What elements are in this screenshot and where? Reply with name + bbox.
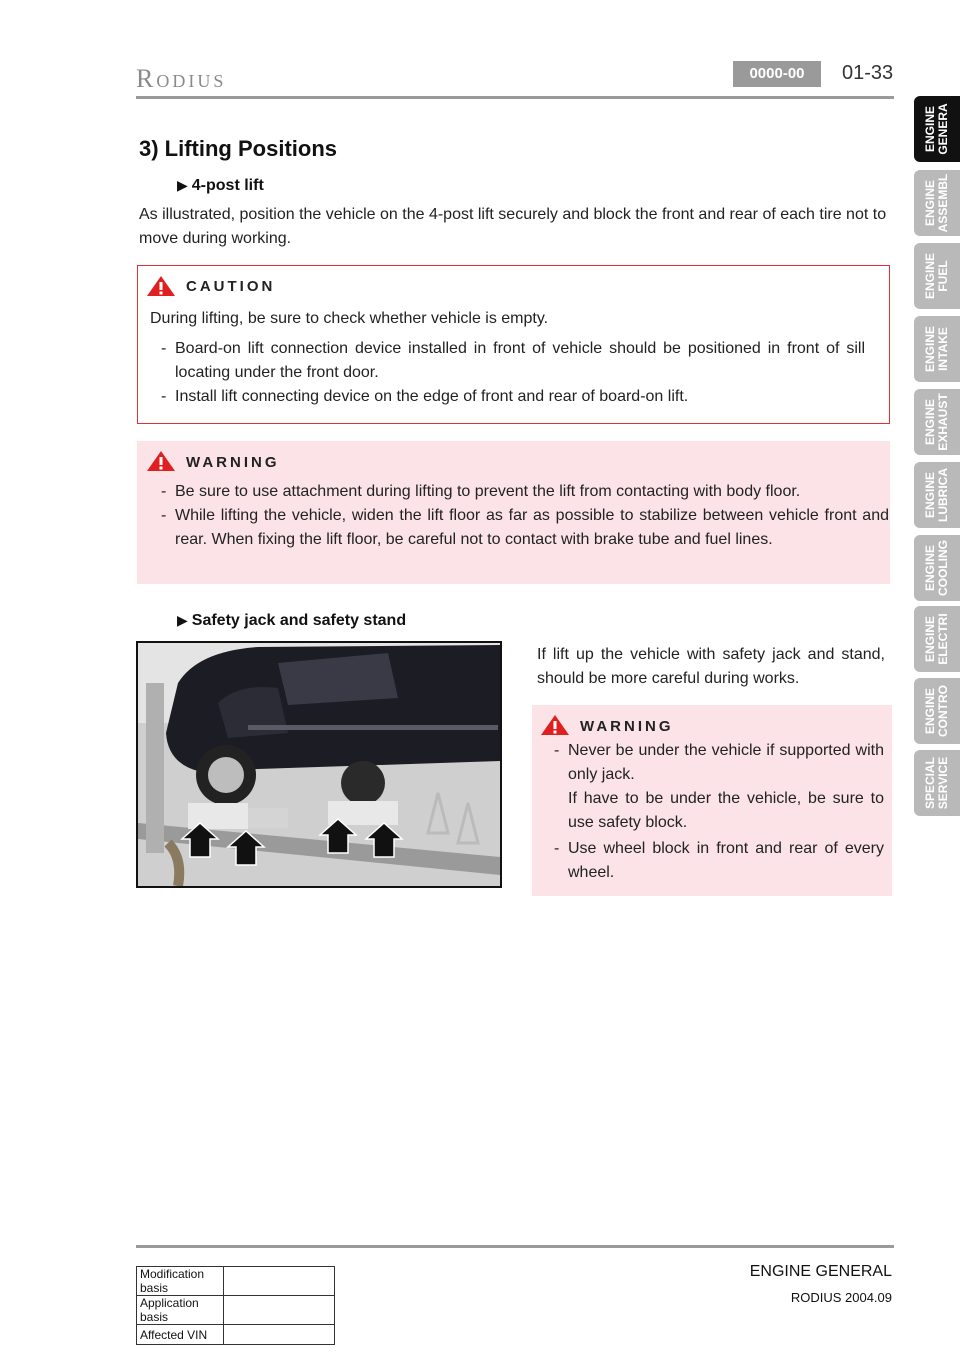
brand-logo: Rodius: [136, 64, 227, 93]
table-cell-value: [224, 1267, 335, 1296]
tab-engine-general[interactable]: ENGINE GENERA: [914, 96, 960, 162]
table-cell-value: [224, 1296, 335, 1325]
caution-intro: During lifting, be sure to check whether vehicle is empty.: [150, 310, 549, 327]
tab-special-service[interactable]: SPECIAL SERVICE: [914, 750, 960, 816]
tab-engine-assembly[interactable]: ENGINE ASSEMBL: [914, 170, 960, 236]
footer-divider: [136, 1245, 894, 1248]
tab-engine-lubrication[interactable]: ENGINE LUBRICA: [914, 462, 960, 528]
triangle-bullet-icon: ▶: [177, 612, 188, 628]
footer-model: RODIUS 2004.09: [790, 1290, 892, 1305]
section-code-badge: 0000-00: [733, 61, 821, 87]
header-divider: [136, 96, 894, 99]
warning-list-item: - While lifting the vehicle, widen the lift floor as far as possible to stabilize between vehicle front and rear. When fixing the lift floor, be careful not to contact with brake tube and fuel lines.: [161, 507, 889, 548]
page-number: 01-33: [842, 62, 894, 84]
table-cell-label: Affected VIN: [137, 1325, 224, 1345]
table-row: [137, 1267, 335, 1296]
safety-jack-paragraph: If lift up the vehicle with safety jack and stand, should be more careful during works.: [537, 646, 885, 687]
warning-list-item: - Be sure to use attachment during lifting to prevent the lift from contacting with body floor.: [161, 483, 801, 500]
modification-table: [136, 1266, 335, 1345]
tab-engine-exhaust[interactable]: ENGINE EXHAUST: [914, 389, 960, 455]
table-row: [137, 1296, 335, 1325]
triangle-bullet-icon: ▶: [177, 177, 188, 193]
warning-triangle-icon: [146, 450, 176, 472]
tab-engine-control[interactable]: ENGINE CONTRO: [914, 678, 960, 744]
subsection-heading-safety-jack: ▶ Safety jack and safety stand: [177, 612, 407, 629]
tab-engine-electrical[interactable]: ENGINE ELECTRI: [914, 606, 960, 672]
section-title: 3) Lifting Positions: [139, 136, 337, 161]
table-cell-label: Modification basis: [137, 1267, 224, 1296]
table-cell-label: Application basis: [137, 1296, 224, 1325]
tab-engine-fuel[interactable]: ENGINE FUEL: [914, 243, 960, 309]
warning-triangle-icon: [540, 714, 570, 736]
caution-warning-triangle-icon: [146, 275, 176, 297]
subsection-heading-4post: ▶ 4-post lift: [177, 177, 264, 194]
tab-engine-cooling[interactable]: ENGINE COOLING: [914, 535, 960, 601]
warning-title: WARNING: [580, 718, 674, 735]
table-cell-value: [224, 1325, 335, 1345]
caution-list-item: - Board-on lift connection device installed in front of vehicle should be positioned in front of sill locating under the front door.: [161, 340, 865, 381]
tab-engine-intake[interactable]: ENGINE INTAKE: [914, 316, 960, 382]
warning-title: WARNING: [186, 454, 280, 471]
footer-section-name: ENGINE GENERAL: [749, 1263, 892, 1280]
four-post-paragraph: As illustrated, position the vehicle on the 4-post lift securely and block the front and rear of each tire not to move during working.: [139, 206, 887, 247]
caution-list-item: - Install lift connecting device on the edge of front and rear of board-on lift.: [161, 388, 689, 405]
table-row: [137, 1325, 335, 1345]
warning-list-item: - Never be under the vehicle if supported with only jack. If have to be under the vehicle, be sure to use safety block.: [554, 742, 884, 831]
vehicle-on-lift-photo: [136, 641, 502, 888]
warning-list-item: - Use wheel block in front and rear of every wheel.: [554, 840, 884, 881]
caution-title: CAUTION: [186, 278, 276, 295]
